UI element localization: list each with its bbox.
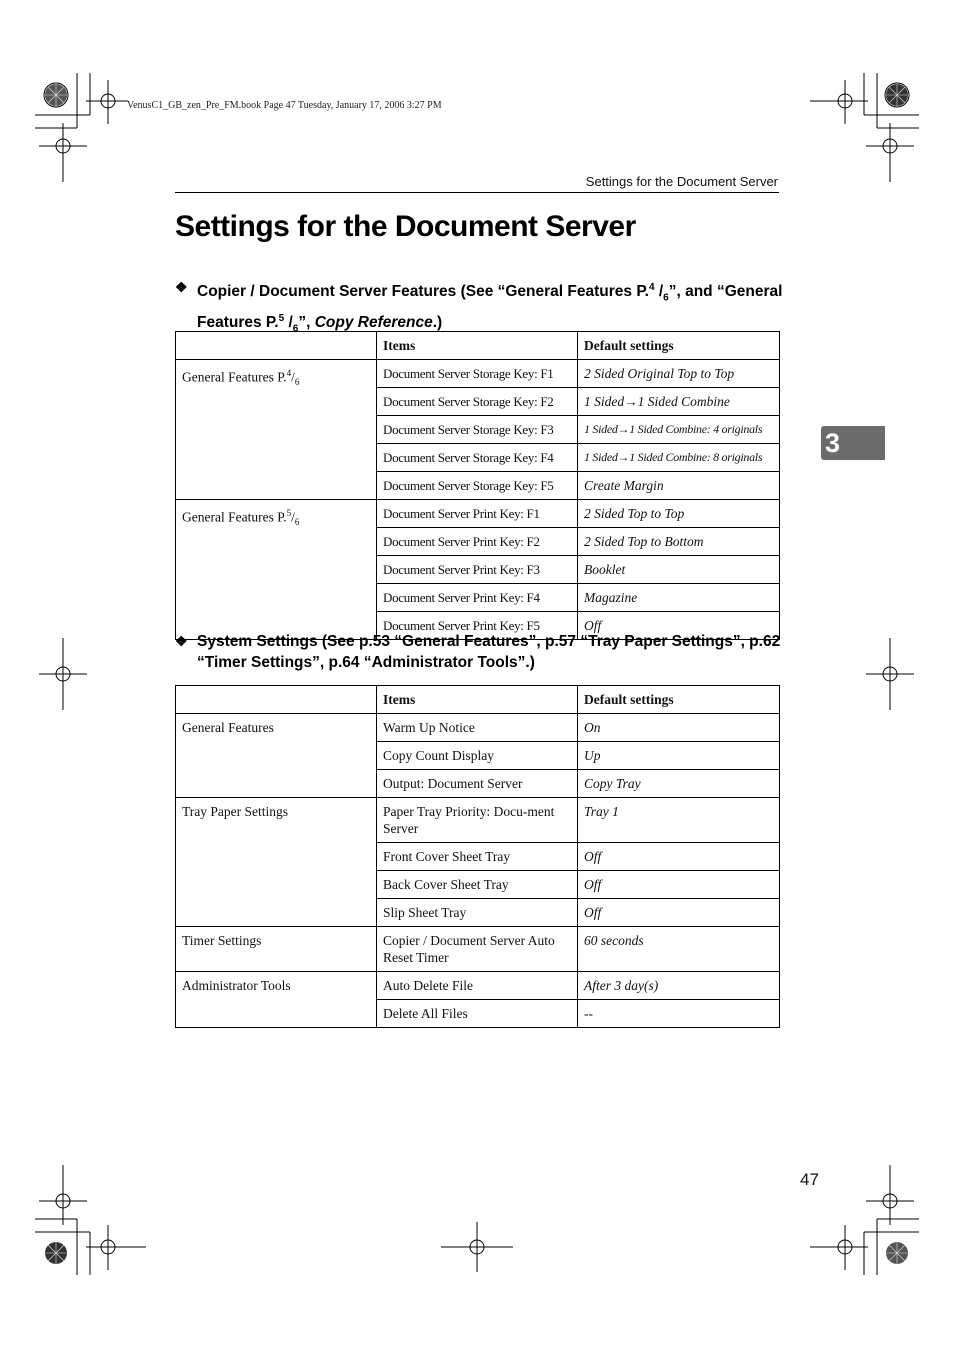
table-header-items: Items [377, 332, 578, 360]
item-cell: Document Server Storage Key: F4 [377, 444, 578, 472]
section-heading-text: .) [432, 314, 443, 332]
table-row [176, 927, 780, 972]
group-label-text: General Features P. [182, 369, 287, 385]
table-header-blank [176, 332, 377, 360]
fraction-numerator: 5 [278, 313, 285, 325]
fraction-slash: / [284, 314, 293, 332]
item-cell: Slip Sheet Tray [377, 899, 578, 927]
item-cell: Output: Document Server [377, 770, 578, 798]
item-cell: Document Server Print Key: F5 [377, 612, 578, 640]
copier-features-table [175, 331, 780, 640]
fraction-numerator: 5 [286, 508, 292, 518]
fraction-denominator: 6 [294, 377, 300, 388]
table-row [176, 714, 780, 742]
item-cell: Document Server Print Key: F3 [377, 556, 578, 584]
item-cell: Warm Up Notice [377, 714, 578, 742]
table-row [176, 972, 780, 1000]
item-cell: Document Server Print Key: F4 [377, 584, 578, 612]
page-title: Settings for the Document Server [175, 210, 636, 243]
diamond-bullet-icon: ❖ [175, 633, 188, 649]
table-header-defaults: Default settings [578, 686, 780, 714]
item-cell: Document Server Print Key: F2 [377, 528, 578, 556]
table-row [176, 798, 780, 843]
group-label: General Features $P.^5/_6$ [176, 500, 377, 640]
item-cell: Back Cover Sheet Tray [377, 871, 578, 899]
section-heading-text: ”, [298, 314, 315, 332]
default-cell: 60 seconds [578, 927, 780, 972]
group-label: Tray Paper Settings [176, 798, 377, 927]
item-cell: Document Server Storage Key: F1 [377, 360, 578, 388]
default-cell: Tray 1 [578, 798, 780, 843]
default-cell: 2 Sided Top to Bottom [578, 528, 780, 556]
default-cell: On [578, 714, 780, 742]
default-cell: Create Margin [578, 472, 780, 500]
diamond-bullet-icon: ❖ [175, 279, 188, 295]
default-cell: Off [578, 612, 780, 640]
table-header-row [176, 332, 780, 360]
item-cell: Document Server Storage Key: F2 [377, 388, 578, 416]
running-header: Settings for the Document Server [585, 174, 778, 189]
default-cell: -- [578, 1000, 780, 1028]
chapter-tab [821, 426, 885, 460]
default-cell: After 3 day(s) [578, 972, 780, 1000]
item-cell: Paper Tray Priority: Docu-ment Server [377, 798, 578, 843]
system-settings-table [175, 685, 780, 1028]
item-cell: Copier / Document Server Auto Reset Timer [377, 927, 578, 972]
item-cell: Document Server Print Key: F1 [377, 500, 578, 528]
default-cell: Booklet [578, 556, 780, 584]
item-cell: Delete All Files [377, 1000, 578, 1028]
fraction-denominator: 6 [663, 292, 669, 304]
default-cell: 2 Sided Original Top to Top [578, 360, 780, 388]
table-row [176, 360, 780, 388]
section-heading-text: Copier / Document Server Features (See “General Features P. [197, 283, 649, 301]
group-label: Administrator Tools [176, 972, 377, 1028]
fraction-numerator: 4 [286, 368, 292, 378]
default-cell: Off [578, 843, 780, 871]
chapter-number: 3 [825, 428, 841, 458]
default-cell: Copy Tray [578, 770, 780, 798]
table-header-items: Items [377, 686, 578, 714]
default-cell: 2 Sided Top to Top [578, 500, 780, 528]
copy-reference-link[interactable]: Copy Reference [314, 314, 433, 332]
item-cell: Copy Count Display [377, 742, 578, 770]
item-cell: Auto Delete File [377, 972, 578, 1000]
fraction-denominator: 6 [292, 323, 299, 335]
default-cell: 1 Sided→1 Sided Combine: 8 originals [578, 444, 780, 472]
fraction-slash: / [654, 283, 664, 301]
fraction-numerator: 4 [648, 282, 655, 293]
print-info-line: VenusC1_GB_zen_Pre_FM.book Page 47 Tuesday, January 17, 2006 3:27 PM [127, 100, 442, 111]
default-cell: Off [578, 871, 780, 899]
table-header-defaults: Default settings [578, 332, 780, 360]
section-heading-text: System Settings (See p.53 “General Features”, p.57 “Tray Paper Settings”, p.62 “Timer Settings”, p.64 “Administrator Tools”.) [197, 633, 781, 671]
fraction-denominator: 6 [294, 517, 300, 528]
group-label: General Features $P.^4/_6$ [176, 360, 377, 500]
group-label-text: General Features P. [182, 509, 287, 525]
page-number: 47 [800, 1170, 819, 1189]
section-heading-system-settings [175, 631, 787, 673]
section-heading-text: ”, and “General Features P. [197, 283, 783, 332]
default-cell: Up [578, 742, 780, 770]
table-row [176, 500, 780, 528]
group-label: General Features [176, 714, 377, 798]
default-cell: 1 Sided→1 Sided Combine: 4 originals [578, 416, 780, 444]
default-cell: Magazine [578, 584, 780, 612]
item-cell: Document Server Storage Key: F3 [377, 416, 578, 444]
group-label: Timer Settings [176, 927, 377, 972]
table-header-blank [176, 686, 377, 714]
table-header-row [176, 686, 780, 714]
item-cell: Document Server Storage Key: F5 [377, 472, 578, 500]
item-cell: Front Cover Sheet Tray [377, 843, 578, 871]
default-cell: Off [578, 899, 780, 927]
header-rule [175, 192, 779, 193]
default-cell: 1 Sided→1 Sided Combine [578, 388, 780, 416]
